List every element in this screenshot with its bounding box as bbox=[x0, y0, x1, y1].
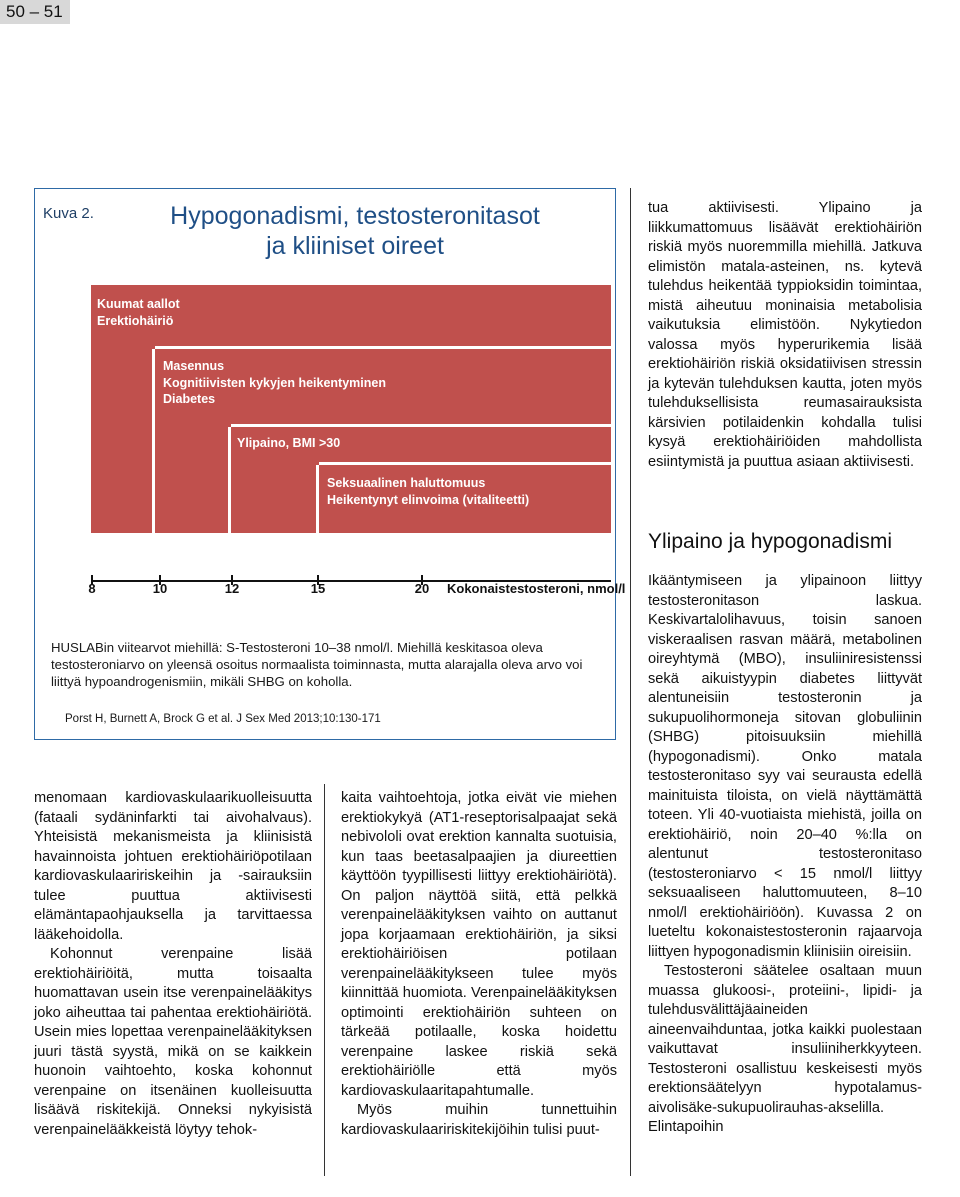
symptom-bar-3-label: Ylipaino, BMI >30 bbox=[237, 436, 341, 450]
figure-title bbox=[135, 201, 575, 261]
col1-paragraph-1: menomaan kardiovaskulaarikuolleisuutta (fataali sydäninfarkti tai aivohalvaus). Yhteisistä mekanismeista ja kliinisistä havainnoista johtuen erektiohäiriöpotilaan kardiovaskulaaririskeihin ja -sairauksiin tulee puuttua aktiivisesti elämäntapaohjauksella ja tarvittaessa lääkehoidolla. bbox=[34, 790, 312, 943]
col2-paragraph-1: kaita vaihtoehtoja, jotka eivät vie miehen erektiokykyä (AT1-reseptorisalpaajat sekä nebivololi ovat erektion kannalta suotuisia, kun taas beetasalpaajien ja diureettien käyttöön tyypillisesti liittyy erektiohäiriötä). On paljon näyttöä siitä, että pelkkä verenpainelääkityksen vaihto on auttanut jopa korjaamaan erektiohäiriön, ja siksi erektiohäiriöisen potilaan verenpainelääkitykseen tulee myös kiinnittää huomiota. Verenpainelääkityksen optimointi erektiohäiriön suhteen on tärkeää potilaalle, koska hoidettu verenpaine laskee riskiä sekä erektiohäiriölle että myös kardiovaskulaaritapahtumalle. bbox=[341, 790, 617, 1099]
figure-box bbox=[34, 188, 626, 740]
section-heading: Ylipaino ja hypogonadismi bbox=[648, 530, 892, 553]
figure-label: Kuva 2. bbox=[43, 205, 94, 222]
tick-label-20: 20 bbox=[414, 581, 430, 596]
col1-paragraph-2: Kohonnut verenpaine lisää erektiohäiriöitä, mutta toisaalta huomattavan usein itse verenpainelääkitys joko aiheuttaa tai pahentaa erektiohäiriötä. Usein mies lopettaa verenpainelääkityksen juuri tästä syystä, mikä on se kaikkein huonoin vaihtoehto, koska kohonnut verenpaine on itsenäinen kuolleisuutta lisäävä riskitekijä. Onneksi nykyisistä verenpainelääkkeistä löytyy tehok- bbox=[34, 946, 312, 1138]
figure-title-line1: Hypogonadismi, testosteronitasot bbox=[170, 202, 540, 230]
figure-title-line2: ja kliiniset oireet bbox=[266, 232, 444, 260]
column-divider bbox=[630, 188, 631, 1176]
column-3-top bbox=[648, 199, 922, 472]
symptom-bar-2-label: Masennus Kognitiivisten kykyjen heikentyminen Diabetes bbox=[163, 359, 386, 406]
tick-label-8: 8 bbox=[88, 581, 96, 596]
column-3-bottom bbox=[648, 572, 922, 1138]
figure-caption: HUSLABin viitearvot miehillä: S-Testosteroni 10–38 nmol/l. Miehillä keskitasoa oleva testosteroniarvo on yleensä osoitus normaalista toiminnasta, mutta alarajalla oleva arvo voi liittyä hypoandrogenismiin, mikäli SHBG on koholla. bbox=[51, 640, 583, 689]
figure-reference: Porst H, Burnett A, Brock G et al. J Sex Med 2013;10:130-171 bbox=[65, 713, 381, 725]
x-axis-title: Kokonaistestosteroni, nmol/l bbox=[447, 581, 626, 596]
col3-bottom-paragraph-1: Ikääntymiseen ja ylipainoon liittyy testosteronitason laskua. Keskivartalolihavuus, toisin sanoen viskeraalisen rasvan määrä, metabolinen oireyhtymä (MBO), insuliiniresistenssi sekä aikuistyypin diabetes liittyvät alentuneisiin testosteronin ja sukupuolihormoneja sitovan globuliinin (SHBG) pitoisuuksiin miehillä (hypogonadismi). Onko matala testosteronitaso syy vai seurausta edellä mainituista tiloista, on vielä näyttämättä toteen. Yli 40-vuotiaista miehistä, joilla on erektiohäiriö, noin 20–40 %:lla on alentunut testosteronitaso (testosteroniarvo < 15 nmol/l liittyy seksuaaliseen haluttomuuteen, 8–10 nmol/l erektiohäiriöön). Kuvassa 2 on lueteltu kokonaistestosteronin rajaarvoja liittyen hypogonadismin kliinisiin oireisiin. bbox=[648, 573, 922, 960]
col3-top-paragraph: tua aktiivisesti. Ylipaino ja liikkumattomuus lisäävät erektiohäiriön riskiä myös nuoremmilla miehillä. Jatkuva elimistön matala-asteinen, ns. kytevä tulehdus heikentää typpioksidin toimintaa, mistä aiheutuu moninaisia metabolisia vaikutuksia elimistöön. Nykytiedon valossa myös hyperurikemia lisää erektiohäiriön riskiä oksidatiivisen stressin ja kytevän tulehduksen kautta, joten myös tulehduksellisista reumasairauksista kärsivien potilaidenkin kohdalla tulisi kysyä erektiohäiriöiden mahdollista esiintymistä ja puuttua asiaan aktiivisesti. bbox=[648, 200, 922, 470]
col2-paragraph-2: Myös muihin tunnettuihin kardiovaskulaaririskitekijöihin tulisi puut- bbox=[341, 1102, 617, 1138]
column-2 bbox=[341, 789, 617, 1140]
column-1 bbox=[34, 789, 312, 1140]
col3-bottom-paragraph-2: Testosteroni säätelee osaltaan muun muassa glukoosi-, proteiini-, lipidi- ja tulehdusvälittäjäaineiden aineenvaihduntaa, jotka kaikki puolestaan vaikuttavat insuliiniherkkyyteen. Testosteroni osallistuu keskeisesti myös erektionsäätelyyn hypotalamus-aivolisäke-sukupuolirauhas-akselilla. Elintapoihin bbox=[648, 963, 922, 1135]
tick-label-15: 15 bbox=[310, 581, 326, 596]
symptom-bar-4-label: Seksuaalinen haluttomuus Heikentynyt elinvoima (vitaliteetti) bbox=[327, 476, 530, 507]
column-divider bbox=[324, 784, 325, 1176]
tick-label-10: 10 bbox=[152, 581, 168, 596]
symptom-bar-1-label: Kuumat aallot Erektiohäiriö bbox=[97, 297, 180, 328]
page-number: 50 – 51 bbox=[0, 0, 70, 24]
tick-label-12: 12 bbox=[224, 581, 240, 596]
